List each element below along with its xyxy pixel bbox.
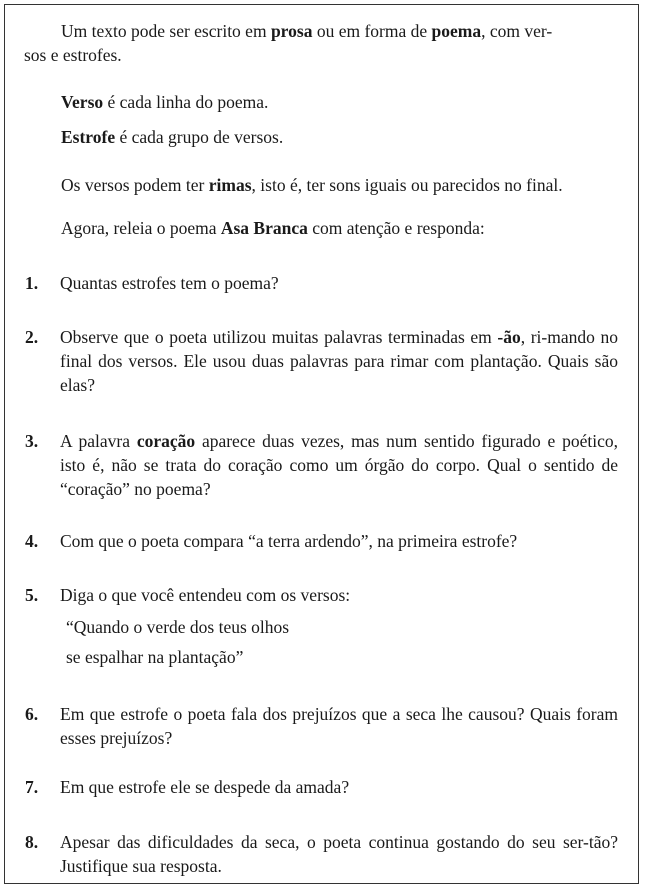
- bold-term-poema: poema: [431, 21, 482, 41]
- instruction-text: com atenção e responda:: [307, 218, 485, 238]
- definition-text: é cada grupo de versos.: [115, 127, 284, 147]
- question-text: Apesar das dificuldades da seca, o poeta continua gostando do seu ser-tão? Justifique sua resposta.: [60, 832, 618, 876]
- intro-text: Um texto pode ser escrito em: [61, 21, 271, 41]
- question-text: Quantas estrofes tem o poema?: [60, 273, 279, 293]
- question-text: Em que estrofe o poeta fala dos prejuízos que a seca lhe causou? Quais foram esses prejuízos?: [60, 704, 618, 748]
- rimas-definition: [61, 173, 563, 197]
- intro-paragraph-line-2: sos e estrofes.: [24, 45, 122, 65]
- poem-quote-line-1: “Quando o verde dos teus olhos: [66, 617, 290, 637]
- question-number: 2.: [25, 327, 39, 347]
- question-text: Com que o poeta compara “a terra ardendo”, na primeira estrofe?: [60, 531, 518, 551]
- poem-title: Asa Branca: [220, 218, 308, 238]
- intro-paragraph-line-1: [61, 19, 552, 43]
- question-text: Diga o que você entendeu com os versos:: [60, 585, 351, 605]
- bold-term-rimas: rimas: [208, 175, 252, 195]
- question-text: Em que estrofe ele se despede da amada?: [60, 777, 350, 797]
- question-text-part: A palavra: [60, 431, 137, 451]
- intro-text: ou em forma de: [312, 21, 432, 41]
- bold-term-prosa: prosa: [270, 21, 313, 41]
- question-number: 3.: [25, 431, 39, 451]
- definition-text: Os versos podem ter: [61, 175, 209, 195]
- definition-text: , isto é, ter sons iguais ou parecidos no final.: [251, 175, 563, 195]
- poem-quote-line-2: se espalhar na plantação”: [66, 647, 244, 667]
- question-text-part: Observe que o poeta utilizou muitas palavras terminadas em: [60, 327, 498, 347]
- intro-text: , com ver-: [481, 21, 553, 41]
- question-number: 5.: [25, 585, 39, 605]
- question-text: [60, 325, 618, 397]
- bold-suffix: -ão: [497, 327, 521, 347]
- question-text: [60, 429, 618, 501]
- instruction-text: Agora, releia o poema: [61, 218, 221, 238]
- question-number: 6.: [25, 704, 39, 724]
- question-number: 7.: [25, 777, 39, 797]
- question-text-part: , ri-mando no final dos versos. Ele usou duas palavras para rimar com plantação. Quais são elas?: [60, 327, 618, 395]
- question-number: 4.: [25, 531, 39, 551]
- bold-term-estrofe: Estrofe: [61, 127, 116, 147]
- question-number: 8.: [25, 832, 39, 852]
- question-text-part: aparece duas vezes, mas num sentido figurado e poético, isto é, não se trata do coração como um órgão do corpo. Qual o sentido de “coração” no poema?: [60, 431, 618, 499]
- definition-text: é cada linha do poema.: [103, 92, 269, 112]
- bold-term-verso: Verso: [61, 92, 104, 112]
- worksheet-page: [4, 4, 639, 884]
- estrofe-definition: [61, 125, 283, 149]
- instructions: [61, 216, 485, 240]
- verso-definition: [61, 90, 268, 114]
- bold-word-coracao: coração: [136, 431, 196, 451]
- question-number: 1.: [25, 273, 39, 293]
